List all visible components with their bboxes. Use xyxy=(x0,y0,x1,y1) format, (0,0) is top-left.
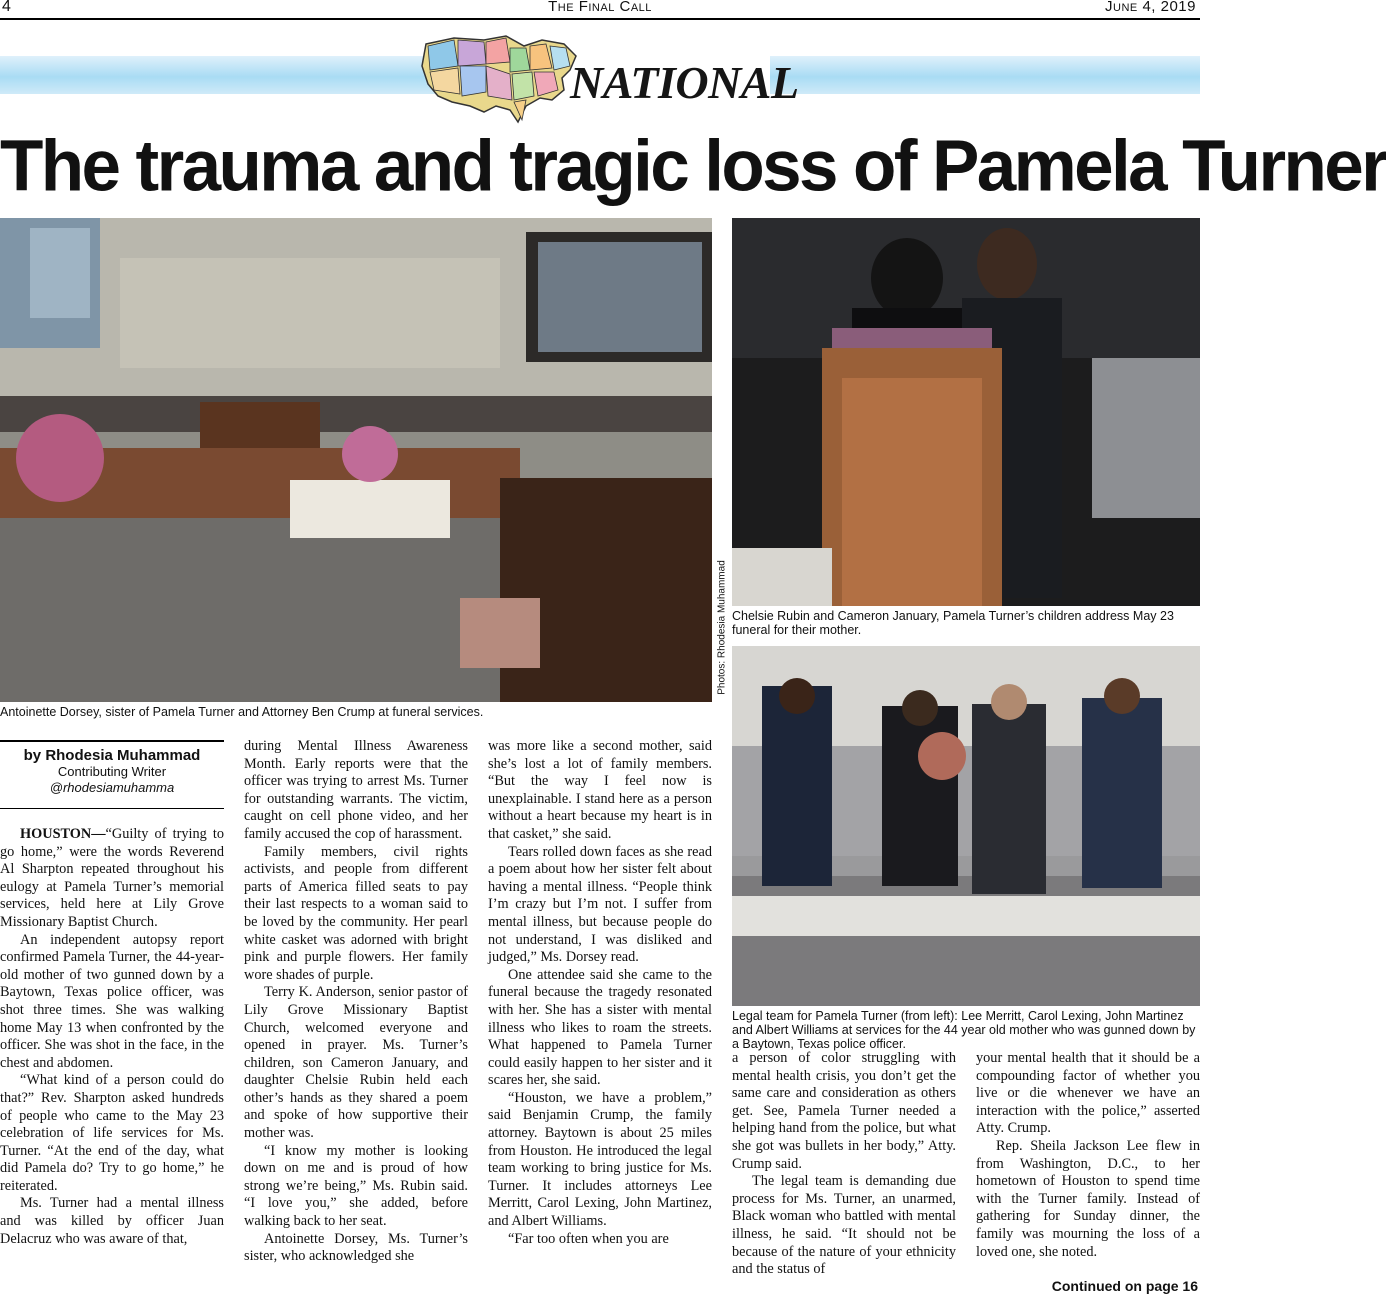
page-number: 4 xyxy=(2,0,11,15)
bottom-right-caption: Legal team for Pamela Turner (from left): Lee Merritt, Carol Lexing, John Martinez and Albert Williams at services for the 44 year old mother who was gunned down by a Baytown, Texas police officer. xyxy=(732,1009,1196,1051)
paragraph: Ms. Turner had a mental illness and was killed by officer Juan Delacruz who was aware of that, xyxy=(0,1195,224,1247)
paragraph: One attendee said she came to the funeral because the tragedy resonated with her. She has a sister with mental illness who likes to roam the streets. What happened to Pamela Turner could easily happen to her sister and it scares her, she said. xyxy=(488,966,712,1089)
section-band-right xyxy=(770,56,1200,94)
paragraph: Tears rolled down faces as she read a poem about how her sister felt about having a mental illness. “People think I’m crazy but I’m not. I suffer from mental illness, but because people do not understand, I was disliked and judged,” Ms. Dorsey read. xyxy=(488,843,712,966)
top-right-caption: Chelsie Rubin and Cameron January, Pamela Turner’s children address May 23 funeral for their mother. xyxy=(732,609,1174,637)
paragraph: “Far too often when you are xyxy=(508,1230,669,1247)
bottom-right-photo xyxy=(732,646,1200,1006)
paragraph: during Mental Illness Awareness Month. Early reports were that the officer was trying to arrest Ms. Turner for outstanding warrants. The victim, caught on cell phone video, and her family accused the cop of harassment. xyxy=(244,738,468,842)
article-column-1 xyxy=(0,826,224,1248)
paragraph: a person of color struggling with mental health crisis, you don’t get the same care and consideration as others get. See, Pamela Turner needed a helping hand from the police, but what she got was bullets in her body,” Atty. Crump said. xyxy=(732,1050,956,1172)
dateline: HOUSTON— xyxy=(20,826,106,842)
main-photo-caption: Antoinette Dorsey, sister of Pamela Turner and Attorney Ben Crump at funeral services. xyxy=(0,705,484,719)
paper-name: The Final Call xyxy=(548,0,652,15)
us-map-logo xyxy=(414,26,584,126)
author-name: by Rhodesia Muhammad xyxy=(23,747,201,764)
author-handle: @rhodesiamuhamma xyxy=(49,780,175,795)
article-column-4 xyxy=(732,1050,956,1279)
top-right-photo xyxy=(732,218,1200,606)
paragraph: Antoinette Dorsey, Ms. Turner’s sister, who acknowledged she xyxy=(244,1230,468,1265)
paragraph: Family members, civil rights activists, and people from different parts of America filled seats to pay their last respects to a woman said to be loved by the community. Her pearl white casket was adorned with bright pink and purple flowers. Her family wore shades of purple. xyxy=(244,843,468,983)
continued-link[interactable]: Continued on page 16 xyxy=(1051,1278,1198,1294)
paragraph: your mental health that it should be a compounding factor of whether you live or die whenever we have an interaction with the police,” asserted Atty. Crump. xyxy=(976,1050,1200,1137)
paragraph: The legal team is demanding due process for Ms. Turner, an unarmed, Black woman who battled with mental illness, he said. “It should not be because of the nature of your ethnicity and the status of xyxy=(732,1173,956,1278)
byline-box xyxy=(0,740,224,809)
photo-credit xyxy=(713,560,729,702)
paragraph: “What kind of a person could do that?” Rev. Sharpton asked hundreds of people who came to the May 23 celebration of life services for Ms. Turner. “At the end of the day, what did Pamela do? Try to go home,” he reiterated. xyxy=(0,1072,224,1194)
article-column-2 xyxy=(244,738,468,1266)
paragraph: HOUSTON—“Guilty of trying to go home,” were the words Reverend Al Sharpton repeated throughout his eulogy at Pamela Turner’s memorial services, held here at Lily Grove Missionary Baptist Church. xyxy=(0,826,224,930)
header-rule xyxy=(0,18,1200,20)
section-label: NATIONAL xyxy=(570,57,799,108)
section-band-left xyxy=(0,56,440,94)
photo-credit-text: Photos: Rhodesia Muhammad xyxy=(716,560,728,695)
main-photo xyxy=(0,218,712,702)
paragraph: “I know my mother is looking down on me and is proud of how strong we’re being,” Ms. Rubin said. “I love you,” she added, before walking back to her seat. xyxy=(244,1142,468,1230)
article-column-5 xyxy=(976,1050,1200,1261)
paragraph: was more like a second mother, said she’s lost a lot of family members. “But the way I feel now is unexplainable. I stand here as a person without a heart because my heart is in that casket,” she said. xyxy=(488,738,712,842)
author-role: Contributing Writer xyxy=(57,764,167,779)
issue-date: June 4, 2019 xyxy=(1105,0,1196,15)
paragraph: Rep. Sheila Jackson Lee flew in from Washington, D.C., to her hometown of Houston to spend time with the Turner family. Instead of gathering for Sunday dinner, the family was mourning the loss of a loved one, she noted. xyxy=(976,1137,1200,1260)
headline: The trauma and tragic loss of Pamela Turner xyxy=(0,126,1386,207)
paragraph: Terry K. Anderson, senior pastor of Lily Grove Missionary Baptist Church, welcomed everyone and opened in prayer. Ms. Turner’s children, son Cameron January, and daughter Chelsie Rubin held each other’s hands as they shared a poem and spoke of how supportive their mother was. xyxy=(244,984,468,1142)
paragraph: “Houston, we have a problem,” said Benjamin Crump, the family attorney. Baytown is about 25 miles from Houston. He introduced the legal team working to bring justice for Ms. Turner. It includes attorneys Lee Merritt, Carol Lexing, John Martinez, and Albert Williams. xyxy=(488,1089,712,1230)
paragraph: An independent autopsy report confirmed Pamela Turner, the 44-year-old mother of two gunned down by a Baytown, Texas police officer, was shot three times. She was walking home May 13 when confronted by the officer. She was shot in the face, in the chest and abdomen. xyxy=(0,931,224,1071)
article-column-3 xyxy=(488,738,712,1248)
